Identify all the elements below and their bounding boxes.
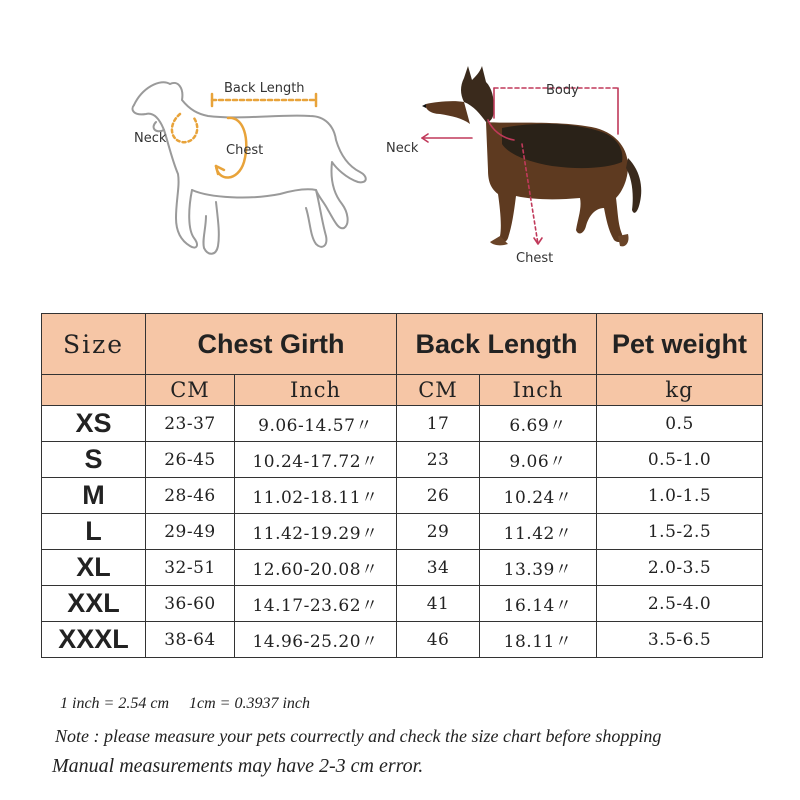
dog-outline-diagram: [120, 70, 380, 270]
back-cm-subheader: CM: [397, 375, 480, 406]
chest-inch-cell: 11.42-19.29〃: [235, 514, 397, 550]
back-cm-cell: 29: [397, 514, 480, 550]
back-cm-cell: 23: [397, 442, 480, 478]
weight-cell: 0.5-1.0: [597, 442, 763, 478]
size-subheader-blank: [42, 375, 146, 406]
table-row: [42, 622, 763, 658]
size-cell: XS: [42, 406, 146, 442]
size-cell: L: [42, 514, 146, 550]
weight-cell: 0.5: [597, 406, 763, 442]
back-length-label: Back Length: [224, 81, 305, 96]
pet-weight-header: Pet weight: [597, 314, 763, 375]
table-row: [42, 442, 763, 478]
chest-inch-cell: 12.60-20.08〃: [235, 550, 397, 586]
chest-inch-cell: 14.96-25.20〃: [235, 622, 397, 658]
back-inch-cell: 13.39〃: [480, 550, 597, 586]
table-row: [42, 586, 763, 622]
chest-inch-subheader: Inch: [235, 375, 397, 406]
table-row: [42, 550, 763, 586]
chest-cm-cell: 26-45: [146, 442, 235, 478]
chest-label: Chest: [226, 143, 264, 158]
chest-cm-cell: 23-37: [146, 406, 235, 442]
table-row: [42, 406, 763, 442]
measure-note: Note : please measure your pets courrectly and check the size chart before shopping: [55, 726, 662, 746]
weight-kg-subheader: kg: [597, 375, 763, 406]
chest-cm-cell: 36-60: [146, 586, 235, 622]
weight-cell: 2.0-3.5: [597, 550, 763, 586]
size-cell: XL: [42, 550, 146, 586]
chest-inch-cell: 9.06-14.57〃: [235, 406, 397, 442]
chest-cm-cell: 29-49: [146, 514, 235, 550]
back-cm-cell: 41: [397, 586, 480, 622]
neck-label-right: Neck: [386, 141, 419, 156]
table-header-row: [42, 314, 763, 375]
back-inch-cell: 16.14〃: [480, 586, 597, 622]
weight-cell: 2.5-4.0: [597, 586, 763, 622]
dog-outline-illustration: [133, 82, 366, 254]
measurement-arrows: [172, 94, 316, 178]
back-cm-cell: 17: [397, 406, 480, 442]
chest-girth-header: Chest Girth: [146, 314, 397, 375]
back-cm-cell: 34: [397, 550, 480, 586]
chest-inch-cell: 14.17-23.62〃: [235, 586, 397, 622]
weight-cell: 1.0-1.5: [597, 478, 763, 514]
size-chart-table: [41, 313, 763, 658]
measurement-diagrams: [0, 0, 800, 300]
size-header: Size: [42, 314, 146, 375]
chest-cm-subheader: CM: [146, 375, 235, 406]
back-length-header: Back Length: [397, 314, 597, 375]
back-inch-cell: 18.11〃: [480, 622, 597, 658]
size-cell: S: [42, 442, 146, 478]
chest-inch-cell: 11.02-18.11〃: [235, 478, 397, 514]
table-row: [42, 478, 763, 514]
chest-cm-cell: 28-46: [146, 478, 235, 514]
german-shepherd-illustration: [422, 66, 641, 246]
back-cm-cell: 26: [397, 478, 480, 514]
error-note: Manual measurements may have 2-3 cm error.: [52, 755, 424, 777]
weight-cell: 1.5-2.5: [597, 514, 763, 550]
chest-cm-cell: 32-51: [146, 550, 235, 586]
back-inch-cell: 10.24〃: [480, 478, 597, 514]
conversion-note: 1 inch = 2.54 cm 1cm = 0.3937 inch: [60, 695, 310, 712]
neck-label: Neck: [134, 131, 167, 146]
back-inch-cell: 9.06〃: [480, 442, 597, 478]
back-inch-subheader: Inch: [480, 375, 597, 406]
weight-cell: 3.5-6.5: [597, 622, 763, 658]
table-subheader-row: [42, 375, 763, 406]
size-cell: XXXL: [42, 622, 146, 658]
size-cell: XXL: [42, 586, 146, 622]
chest-cm-cell: 38-64: [146, 622, 235, 658]
shepherd-photo-diagram: [382, 58, 662, 268]
chest-label-right: Chest: [516, 251, 554, 266]
chest-inch-cell: 10.24-17.72〃: [235, 442, 397, 478]
back-inch-cell: 6.69〃: [480, 406, 597, 442]
table-row: [42, 514, 763, 550]
back-cm-cell: 46: [397, 622, 480, 658]
back-inch-cell: 11.42〃: [480, 514, 597, 550]
size-cell: M: [42, 478, 146, 514]
body-label: Body: [546, 83, 579, 98]
